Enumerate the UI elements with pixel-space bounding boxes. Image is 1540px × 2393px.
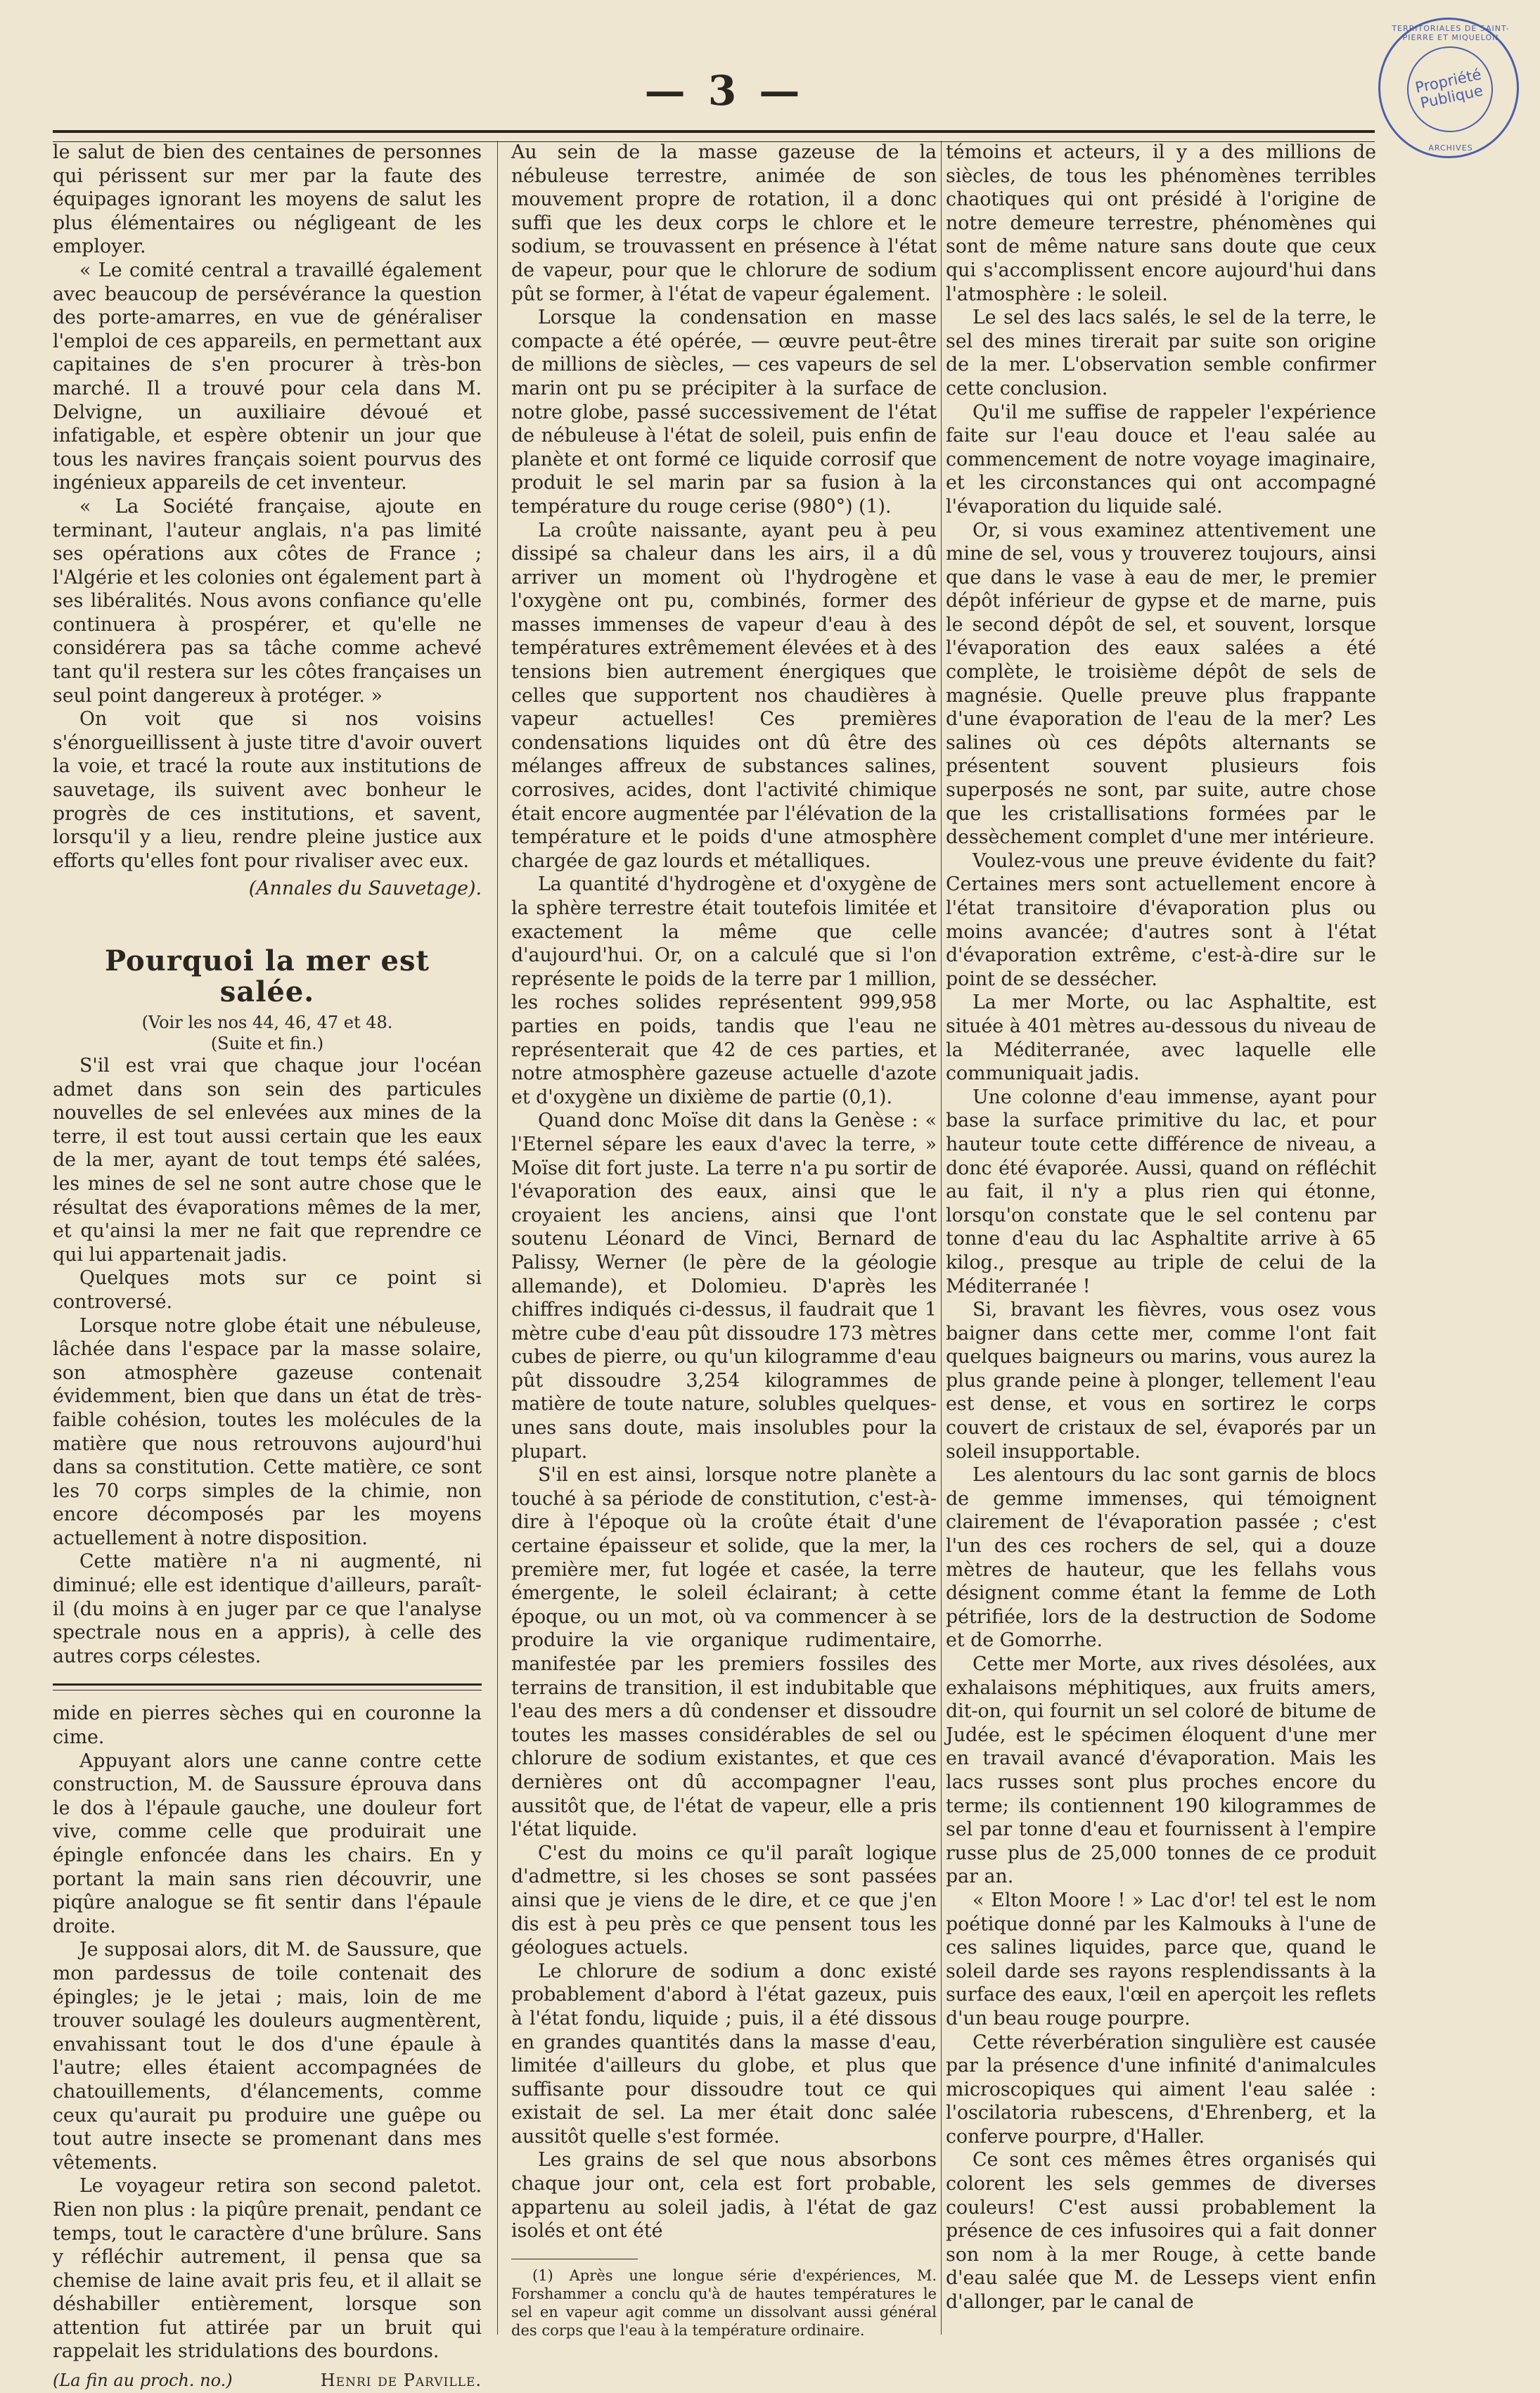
paragraph: Quand donc Moïse dit dans la Genèse : « l'Eternel sépare les eaux d'avec la terre, » Moïse dit fort juste. La terre n'a pu sortir de l'évaporation des eaux, ainsi que le croyaient les anciens, ainsi que l'ont soutenu Léonard de Vinci, Bernard de Palissy, Werner (le père de la géologie allemande), et Dolomieu. D'après les chiffres indiqués ci-dessus, il faudrait que 1 mètre cube d'eau pût dissoudre 173 mètres cubes de pierre, ou qu'un kilogramme d'eau pût dissoudre 3,254 kilogrammes de matière de toute nature, solubles quelques-unes sans doute, mais insolubles pour la plupart. (511, 1110, 937, 1463)
paragraph: Une colonne d'eau immense, ayant pour base la surface primitive du lac, et pour hauteur toute cette différence de niveau, a donc été évaporée. Aussi, quand on réfléchit au fait, il n'y a plus rien qui étonne, lorsqu'on constate que le sel contenu par tonne d'eau du lac Asphaltite arrive à 65 kilog., presque au triple de celui de la Méditerranée ! (946, 1086, 1376, 1297)
column-rule (497, 141, 498, 2335)
paragraph: le salut de bien des centaines de personnes qui périssent sur mer par la faute des équipages ignorant les moyens de salut les plus élémentaires ou négligeant de les employer. (53, 141, 482, 258)
paragraph: Si, bravant les fièvres, vous osez vous baigner dans cette mer, comme l'ont fait quelques baigneurs ou marins, vous aurez la plus grande peine à plonger, tellement l'eau est dense, et vous en sortirez le corps couvert de cristaux de sel, évaporés par un soleil insupportable. (946, 1299, 1376, 1463)
paragraph: Ce sont ces mêmes êtres organisés qui colorent les sels gemmes de diverses couleurs! C'est aussi probablement la présence de ces infusoires qui a fait donner son nom à la mer Rouge, à cette bande d'eau salée que M. de Lesseps vient enfin d'allonger, par le canal de (946, 2149, 1376, 2314)
column-1 (53, 141, 482, 2391)
paragraph: C'est du moins ce qu'il paraît logique d'admettre, si les choses se sont passées ainsi que je viens de le dire, et ce que j'en dis est à peu près ce que pensent tous les géologues actuels. (511, 1842, 937, 1959)
page-number: — 3 — (644, 67, 804, 115)
column-2 (511, 141, 937, 2339)
paragraph: La quantité d'hydrogène et d'oxygène de la sphère terrestre était toutefois limitée et exactement la même que celle d'aujourd'hui. Or, on a calculé que si l'on représente le poids de la terre par 1 million, les roches solides représentent 999,958 parties en poids, tandis que l'eau ne représenterait que 42 de ces parties, et notre atmosphère gazeuse actuelle d'azote et d'oxygène un dixième de partie (0,1). (511, 873, 937, 1108)
paragraph: Qu'il me suffise de rappeler l'expérience faite sur l'eau douce et l'eau salée au commencement de notre voyage imaginaire, et les circonstances qui ont accompagné l'évaporation du liquide salé. (946, 401, 1376, 518)
paragraph: La croûte naissante, ayant peu à peu dissipé sa chaleur dans les airs, il a dû arriver un moment où l'hydrogène et l'oxygène ont pu, combinés, former des masses immenses de vapeur d'eau à des températures extrêmement élevées et à des tensions bien autrement énergiques que celles que supportent nos chaudières à vapeur actuelles! Ces premières condensations liquides ont dû être des mélanges affreux de substances salines, corrosives, acides, dont l'activité chimique était encore augmentée par l'élévation de la température et le poids d'une atmosphère chargée de gaz lourds et métalliques. (511, 519, 937, 872)
source-citation: (Annales du Sauvetage). (248, 878, 482, 900)
column-3 (946, 141, 1376, 2331)
paragraph: Le voyageur retira son second paletot. Rien non plus : la piqûre prenait, pendant ce temps, tout le caractère d'une brûlure. Sans y réfléchir autrement, il pensa que sa chemise de laine avait pris feu, et il allait se déshabiller entièrement, lorsque son attention fut attirée par un bruit qui rappelait les stridulations des bourdons. (53, 2175, 482, 2363)
column-rule (941, 141, 942, 2335)
paragraph: Le chlorure de sodium a donc existé probablement d'abord à l'état gazeux, puis à l'état fondu, liquide ; puis, il a été dissous en grandes quantités dans la masse d'eau, limitée d'ailleurs du globe, et plus que suffisante pour dissoudre tout ce qui existait de sel. La mer était donc salée aussitôt quelle s'est formée. (511, 1960, 937, 2148)
article-footer (53, 2369, 482, 2393)
paragraph: Je supposai alors, dit M. de Saussure, que mon pardessus de toile contenait des épingles; je le jetai ; mais, loin de me trouver soulagé les douleurs augmentèrent, envahissant tout le dos d'une épaule à l'autre; elles étaient accompagnées de chatouillements, d'élancements, comme ceux qu'aurait pu produire une guêpe ou tout autre insecte se promenant dans mes vêtements. (53, 1939, 482, 2174)
paragraph: mide en pierres sèches qui en couronne la cime. (53, 1702, 482, 1749)
continuation-note: (La fin au proch. no.) (53, 2370, 233, 2391)
stamp-ring-top: TERRITORIALES DE SAINT-PIERRE ET MIQUELON (1392, 24, 1510, 42)
paragraph: Cette mer Morte, aux rives désolées, aux exhalaisons méphitiques, aux fruits amers, dit-on, qui fournit un sel coloré de bitume de Judée, est le spécimen éloquent d'une mer en travail avancé d'évaporation. Mais les lacs russes sont plus proches encore du terme; ils contiennent 190 kilogrammes de sel par tonne d'eau et fournissent à l'empire russe plus de 25,000 tonnes de ce produit par an. (946, 1653, 1376, 1888)
stamp-ring-bottom: ARCHIVES (1428, 143, 1473, 153)
archive-stamp (1378, 18, 1519, 158)
paragraph: Le sel des lacs salés, le sel de la terre, le sel des mines tirerait par suite son origine de la mer. L'observation semble confirmer cette conclusion. (946, 307, 1376, 399)
section-rule (53, 1683, 482, 1691)
stamp-center: Propriété Publique (1399, 39, 1501, 141)
paragraph: Les grains de sel que nous absorbons chaque jour ont, cela est fort probable, appartenu au soleil jadis, à l'état de gaz isolés et ont été (511, 2149, 937, 2243)
paragraph: Les alentours du lac sont garnis de blocs de gemme immenses, qui témoignent clairement de l'évaporation passée ; c'est l'un des ces rochers de sel, qui a douze mètres de hauteur, que les fellahs vous désignent comme étant la femme de Loth pétrifiée, lors de la destruction de Sodome et de Gomorrhe. (946, 1464, 1376, 1652)
paragraph: Lorsque la condensation en masse compacte a été opérée, — œuvre peut-être de millions de siècles, — ces vapeurs de sel marin ont pu se précipiter à la surface de notre globe, passé successivement de l'état de nébuleuse à l'état de soleil, puis enfin de planète et ont formé ce liquide corrosif que produit le sel marin par sa fusion à la température du rouge cerise (980°) (1). (511, 307, 937, 518)
paragraph: Voulez-vous une preuve évidente du fait? Certaines mers sont actuellement encore à l'état transitoire d'évaporation plus ou moins avancée; d'autres sont à l'état d'évaporation extrême, c'est-à-dire sur le point de se dessécher. (946, 849, 1376, 990)
paragraph: Or, si vous examinez attentivement une mine de sel, vous y trouverez toujours, ainsi que dans le vase à eau de mer, le premier dépôt inférieur de gypse et de marne, puis le second dépôt de sel, et souvent, lorsque l'évaporation des eaux salées a été complète, le troisième dépôt de sels de magnésie. Quelle preuve plus frappante d'une évaporation de l'eau de la mer? Les salines où ces dépôts alternants se présentent souvent plusieurs fois superposés ne sont, par suite, autre chose que les cristallisations formées par le dessèchement complet d'une mer intérieure. (946, 519, 1376, 849)
article-title: Pourquoi la mer est salée. (105, 944, 430, 1008)
paragraph: S'il en est ainsi, lorsque notre planète a touché à sa période de constitution, c'est-à-dire à l'époque où la croûte était d'une certaine épaisseur et solide, que la mer, la première mer, fut logée et casée, la terre émergente, le soleil éclairant; à cette époque, ou un mot, où va commencer à se produire la vie organique rudimentaire, manifestée par les premiers fossiles des terrains de transition, il est indubitable que l'eau des mers a dû condenser et dissoudre toutes les masses considérables de sel ou chlorure de sodium existantes, et que ces dernières ont dû accompagner l'eau, aussitôt que, de l'état de vapeur, elle a pris l'état liquide. (511, 1464, 937, 1841)
paragraph: témoins et acteurs, il y a des millions de siècles, de tous les phénomènes terribles chaotiques qui ont présidé à l'origine de notre demeure terrestre, phénomènes qui sont de même nature sans doute que ceux qui s'accomplissent encore aujourd'hui dans l'atmosphère : le soleil. (946, 141, 1376, 305)
paragraph: « La Société française, ajoute en terminant, l'auteur anglais, n'a pas limité ses opérations aux côtes de France ; l'Algérie et les colonies ont également part à ses libéralités. Nous avons confiance qu'elle continuera à prospérer, et qu'elle ne considérera pas sa tâche comme achevé tant qu'il restera sur les côtes françaises un seul point dangereux à protéger. » (53, 495, 482, 707)
paragraph: On voit que si nos voisins s'énorgueillissent à juste titre d'avoir ouvert la voie, et tracé la route aux institutions de sauvetage, ils suivent avec bonheur le progrès de ces institutions, et savent, lorsqu'il y a lieu, rendre pleine justice aux efforts qu'elles font pour rivaliser avec eux. (53, 708, 482, 872)
paragraph: Quelques mots sur ce point si controversé. (53, 1267, 482, 1313)
paragraph: Cette matière n'a ni augmenté, ni diminué; elle est identique d'ailleurs, paraît-il (du moins à en juger par ce que l'analyse spectrale nous en a appris), à celle des autres corps célestes. (53, 1551, 482, 1667)
author-name: Henri de Parville. (320, 2370, 482, 2391)
article-continuation: (Suite et fin.) (210, 1034, 324, 1053)
paragraph: Cette réverbération singulière est causée par la présence d'une infinité d'animalcules microscopiques qui aiment l'eau salée : l'oscilatoria rubescens, d'Ehrenberg, et la conferve pourpre, d'Haller. (946, 2031, 1376, 2148)
paragraph: « Elton Moore ! » Lac d'or! tel est le nom poétique donné par les Kalmouks à l'une de ces salines liquides, parce que, quand le soleil darde ses rayons resplendissants à la surface des eaux, l'œil en aperçoit les reflets d'un beau rouge pourpre. (946, 1889, 1376, 2029)
footnote: (1) Après une longue série d'expériences, M. Forshammer a conclu qu'à de hautes températures le sel en vapeur agit comme un dissolvant aussi général des corps que l'eau à la température ordinaire. (511, 2266, 937, 2339)
paragraph: Au sein de la masse gazeuse de la nébuleuse terrestre, animée de son mouvement propre de rotation, il a donc suffi que les deux corps le chlore et le sodium, se trouvassent en présence à l'état de vapeur, pour que le chlorure de sodium pût se former, à l'état de vapeur également. (511, 141, 937, 305)
paragraph: S'il est vrai que chaque jour l'océan admet dans son sein des particules nouvelles de sel enlevées aux mines de la terre, il est tout aussi certain que les eaux de la mer, ayant de tout temps été salées, les mines de sel ne sont autre chose que le résultat des évaporations mêmes de la mer, et qu'ainsi la mer ne fait que reprendre ce qui lui appartenait jadis. (53, 1055, 482, 1266)
paragraph: Appuyant alors une canne contre cette construction, M. de Saussure éprouva dans le dos à l'épaule gauche, une douleur fort vive, comme celle que produirait une épingle enfoncée dans les chairs. En y portant la main sans rien découvrir, une piqûre analogue se fit sentir dans l'épaule droite. (53, 1750, 482, 1937)
paragraph: Lorsque notre globe était une nébuleuse, lâchée dans l'espace par la masse solaire, son atmosphère gazeuse contenait évidemment, bien que dans un état de très-faible cohésion, toutes les molécules de la matière que nous retrouvons aujourd'hui dans sa constitution. Cette matière, ce sont les 70 corps simples de la chimie, non encore décomposés par les moyens actuellement à notre disposition. (53, 1314, 482, 1549)
paragraph: « Le comité central a travaillé également avec beaucoup de persévérance la question des porte-amarres, en vue de généraliser l'emploi de ces appareils, en permettant aux capitaines de s'en procurer à très-bon marché. Il a trouvé pour cela dans M. Delvigne, un auxiliaire dévoué et infatigable, et espère obtenir un jour que tous les navires français soient pourvus des ingénieux appareils de cet inventeur. (53, 259, 482, 494)
article-reference: (Voir les nos 44, 46, 47 et 48. (141, 1013, 393, 1032)
paragraph: La mer Morte, ou lac Asphaltite, est située à 401 mètres au-dessous du niveau de la Méditerranée, avec laquelle elle communiquait jadis. (946, 992, 1376, 1085)
